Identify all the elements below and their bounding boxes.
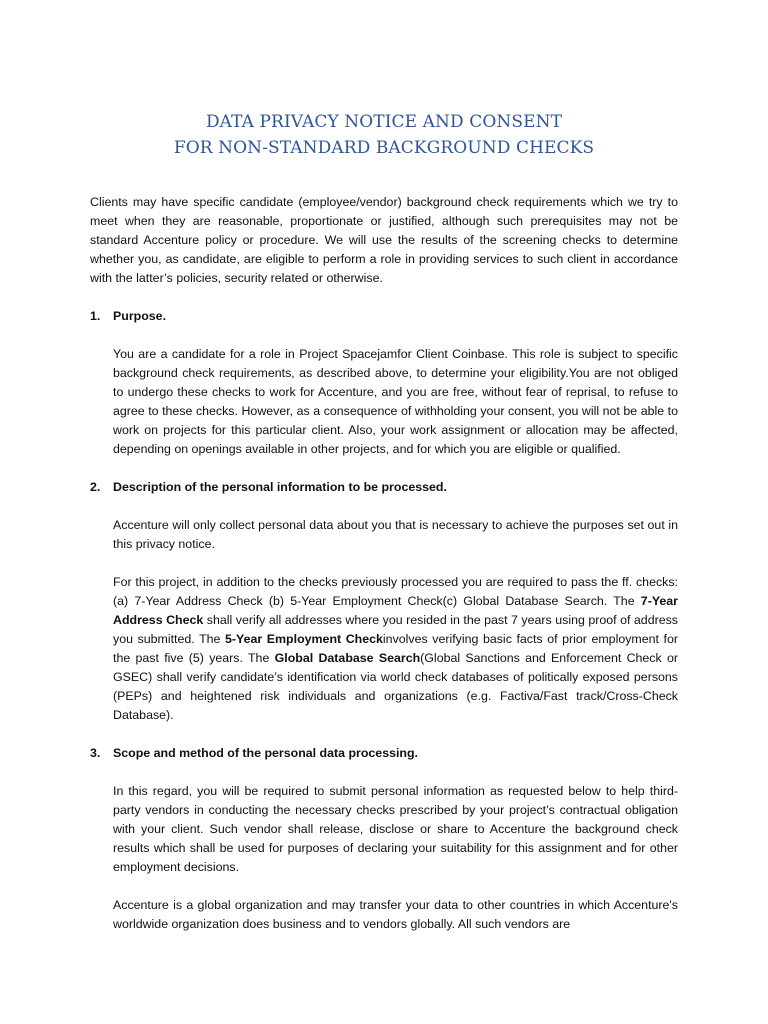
checks-bold-database: Global Database Search <box>274 651 421 665</box>
section-1-heading <box>90 307 678 326</box>
checks-text-1: For this project, in addition to the checks previously processed you are required to pass the ff. checks: (a) 7-Year Address Check (b) 5-Year Employment Check(c) Global Database Search. The <box>113 575 678 608</box>
section-2-title: Description of the personal information to be processed. <box>113 480 447 494</box>
section-3-title: Scope and method of the personal data processing. <box>113 746 418 760</box>
checks-bold-employment: 5-Year Employment Check <box>225 632 383 646</box>
section-2-number: 2. <box>90 480 101 494</box>
section-3-paragraph-2: Accenture is a global organization and may transfer your data to other countries in which Accenture's worldwide organization does business and to vendors globally. All such vendors are <box>113 898 678 931</box>
section-1-number: 1. <box>90 309 101 323</box>
document-title-line-2: FOR NON-STANDARD BACKGROUND CHECKS <box>173 138 595 158</box>
checks-text-3: involves verifying basic facts of prior employment for the past five (5) years. The <box>113 632 678 665</box>
section-2-paragraph-1: Accenture will only collect personal data about you that is necessary to achieve the purposes set out in this privacy notice. <box>113 518 678 551</box>
checks-bold-address: 7-Year Address Check <box>113 594 678 627</box>
checks-text-4: (Global Sanctions and Enforcement Check or GSEC) shall verify candidate’s identification via world check databases of politically exposed persons (PEPs) and heightened risk individuals and organizations (e.g. Factiva/Fast track/Cross-Check Database). <box>113 651 678 722</box>
section-3-paragraph-1: In this regard, you will be required to submit personal information as requested below to help third-party vendors in conducting the necessary checks prescribed by your project’s contractual obligation with your client. Such vendor shall release, disclose or share to Accenture the background check results which shall be used for purposes of declaring your suitability for this assignment and for other employment decisions. <box>113 784 678 874</box>
document-title-line-1: DATA PRIVACY NOTICE AND CONSENT <box>205 112 563 132</box>
section-1-title: Purpose. <box>113 309 167 323</box>
section-2-checks-paragraph <box>90 573 678 725</box>
document-body <box>90 193 678 934</box>
checks-text-2: shall verify all addresses where you resided in the past 7 years using proof of address you submitted. The <box>113 613 679 646</box>
intro-paragraph: Clients may have specific candidate (employee/vendor) background check requirements which we try to meet when they are reasonable, proportionate or justified, although such prerequisites may not be standard Accenture policy or procedure. We will use the results of the screening checks to determine whether you, as candidate, are eligible to perform a role in providing services to such client in accordance with the latter’s policies, security related or otherwise. <box>90 195 678 285</box>
section-3-number: 3. <box>90 746 101 760</box>
section-2-heading <box>90 478 678 497</box>
section-1-paragraph: You are a candidate for a role in Project Spacejamfor Client Coinbase. This role is subject to specific background check requirements, as described above, to determine your eligibility.You are not obliged to undergo these checks to work for Accenture, and you are free, without fear of reprisal, to refuse to agree to these checks. However, as a consequence of withholding your consent, you will not be able to work on projects for this particular client. Also, your work assignment or allocation may be affected, depending on openings available in other projects, and for which you are eligible or qualified. <box>113 347 678 456</box>
section-3-heading <box>90 744 678 763</box>
